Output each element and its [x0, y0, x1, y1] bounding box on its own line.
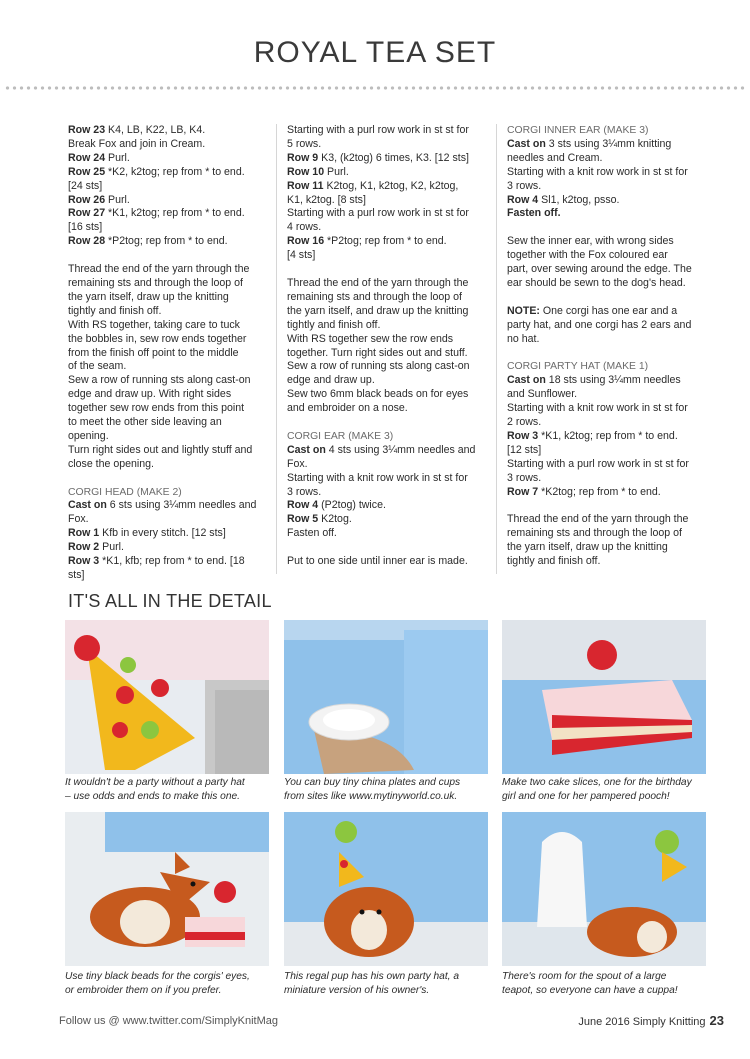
section-corgi-head: CORGI HEAD (MAKE 2): [68, 486, 182, 498]
page-title: ROYAL TEA SET: [253, 36, 497, 69]
row-28: Row 28 *P2tog; rep from * to end.: [68, 235, 228, 248]
photo-china-plate: [284, 620, 488, 774]
row-27: Row 27 *K1, k2tog; rep from * to end.: [68, 207, 245, 220]
caption-cake-slice: Make two cake slices, one for the birthday girl and one for her pampered pooch!: [502, 777, 692, 802]
footer-twitter[interactable]: Follow us @ www.twitter.com/SimplyKnitMag: [59, 1015, 279, 1027]
footer-issue-label: June 2016 Simply Knitting: [578, 1016, 706, 1028]
caption-party-hat: It wouldn't be a party without a party hat – use odds and ends to make this one.: [65, 777, 245, 802]
break-note: Break Fox and join in Cream.: [68, 137, 206, 150]
column-divider: [276, 124, 277, 574]
caption-china-plate: You can buy tiny china plates and cups from sites like www.mytinyworld.co.uk.: [284, 777, 461, 802]
section-corgi-ear: CORGI EAR (MAKE 3): [287, 430, 394, 442]
detail-heading: IT'S ALL IN THE DETAIL: [68, 591, 272, 611]
footer-issue: [578, 1013, 724, 1028]
photo-teapot-spout: [502, 812, 706, 966]
row-25-count: [24 sts]: [68, 179, 103, 192]
row-25: Row 25 *K2, k2tog; rep from * to end.: [68, 165, 245, 178]
row-23: Row 23 K4, LB, K22, LB, K4.: [68, 124, 206, 136]
page-number: 23: [709, 1013, 724, 1028]
photo-party-hat: [65, 620, 269, 774]
pattern-column-1: Row 23 K4, LB, K22, LB, K4. Break Fox and join in Cream. Row 24 Purl. Row 25 *K2, k2tog; rep from * to end. [24 sts] Row 26 Purl. Row 27 *K1, k2tog; rep from * to end. [16 sts] Row 28 *P2tog; rep from * to end. Thread the end of the yarn through the remaining sts and through the loop of the yarn itself, draw up the knitting tightly and finish off. With RS together, taking care to tuck the bobbles in, sew row ends together from the finish off point to the middle of the seam. Sew a row of running sts along cast-on edge and draw up. With right sides together sew row ends from this point to meet the other side leaving an opening. Turn right sides out and lightly stuff and close the opening. CORGI HEAD (MAKE 2) Cast on 6 sts using 3¼mm needles and Fox. Row 1 Kfb in every stitch. [12 sts] Row 2 Purl. Row 3 *K1, kfb; rep from * to end. [18 sts]: [68, 124, 264, 583]
section-corgi-inner-ear: CORGI INNER EAR (MAKE 3): [507, 125, 649, 136]
pattern-column-2: Starting with a purl row work in st st for 5 rows. Row 9 K3, (k2tog) 6 times, K3. [12 sts] Row 10 Purl. Row 11 K2tog, K1, k2tog, K2, k2tog, K1, k2tog. [8 sts] Starting with a purl row work in st st for 4 rows. Row 16 *P2tog; rep from * to end. [4 sts] Thread the end of the yarn through the remaining sts and through the loop of the yarn itself, and draw up the knitting tightly and finish off. With RS together sew the row ends together. Turn right sides out and stuff. Sew a row of running sts along cast-on edge and draw up. Sew two 6mm black beads on for eyes and embroider on a nose. CORGI EAR (MAKE 3) Cast on 4 sts using 3¼mm needles and Fox. Starting with a knit row work in st st for 3 rows. Row 4 (P2tog) twice. Row 5 K2tog. Fasten off. Put to one side until inner ear is made.: [287, 124, 483, 569]
caption-corgi-eyes: Use tiny black beads for the corgis' eyes, or embroider them on if you prefer.: [65, 971, 250, 996]
section-corgi-party-hat: CORGI PARTY HAT (MAKE 1): [507, 361, 649, 373]
photo-party-pup: [284, 812, 488, 966]
column-divider: [496, 124, 497, 574]
row-26: Row 26 Purl.: [68, 193, 130, 206]
caption-teapot-spout: There's room for the spout of a large teapot, so everyone can have a cuppa!: [502, 971, 678, 996]
row-24: Row 24 Purl.: [68, 151, 130, 164]
dotted-divider: [4, 85, 746, 91]
pattern-column-3: CORGI INNER EAR (MAKE 3) Cast on 3 sts using 3¼mm knitting needles and Cream. Starting with a knit row work in st st for 3 rows. Row 4 Sl1, k2tog, psso. Fasten off. Sew the inner ear, with wrong sides together with the Fox coloured ear part, over sewing around the edge. The ear should be sewn to the dog's head. NOTE: One corgi has one ear and a party hat, and one corgi has 2 ears and no hat. CORGI PARTY HAT (MAKE 1) Cast on 18 sts using 3¼mm needles and Sunflower. Starting with a knit row work in st st for 2 rows. Row 3 *K1, k2tog; rep from * to end. [12 sts] Starting with a purl row work in st st for 3 rows. Row 7 *K2tog; rep from * to end. Thread the end of the yarn through the remaining sts and through the loop of the yarn itself, draw up the knitting tightly and finish off.: [507, 124, 707, 569]
row-27-count: [16 sts]: [68, 221, 103, 234]
photo-cake-slice: [502, 620, 706, 774]
photo-corgi-eyes: [65, 812, 269, 966]
caption-party-pup: This regal pup has his own party hat, a miniature version of his owner's.: [284, 971, 459, 996]
